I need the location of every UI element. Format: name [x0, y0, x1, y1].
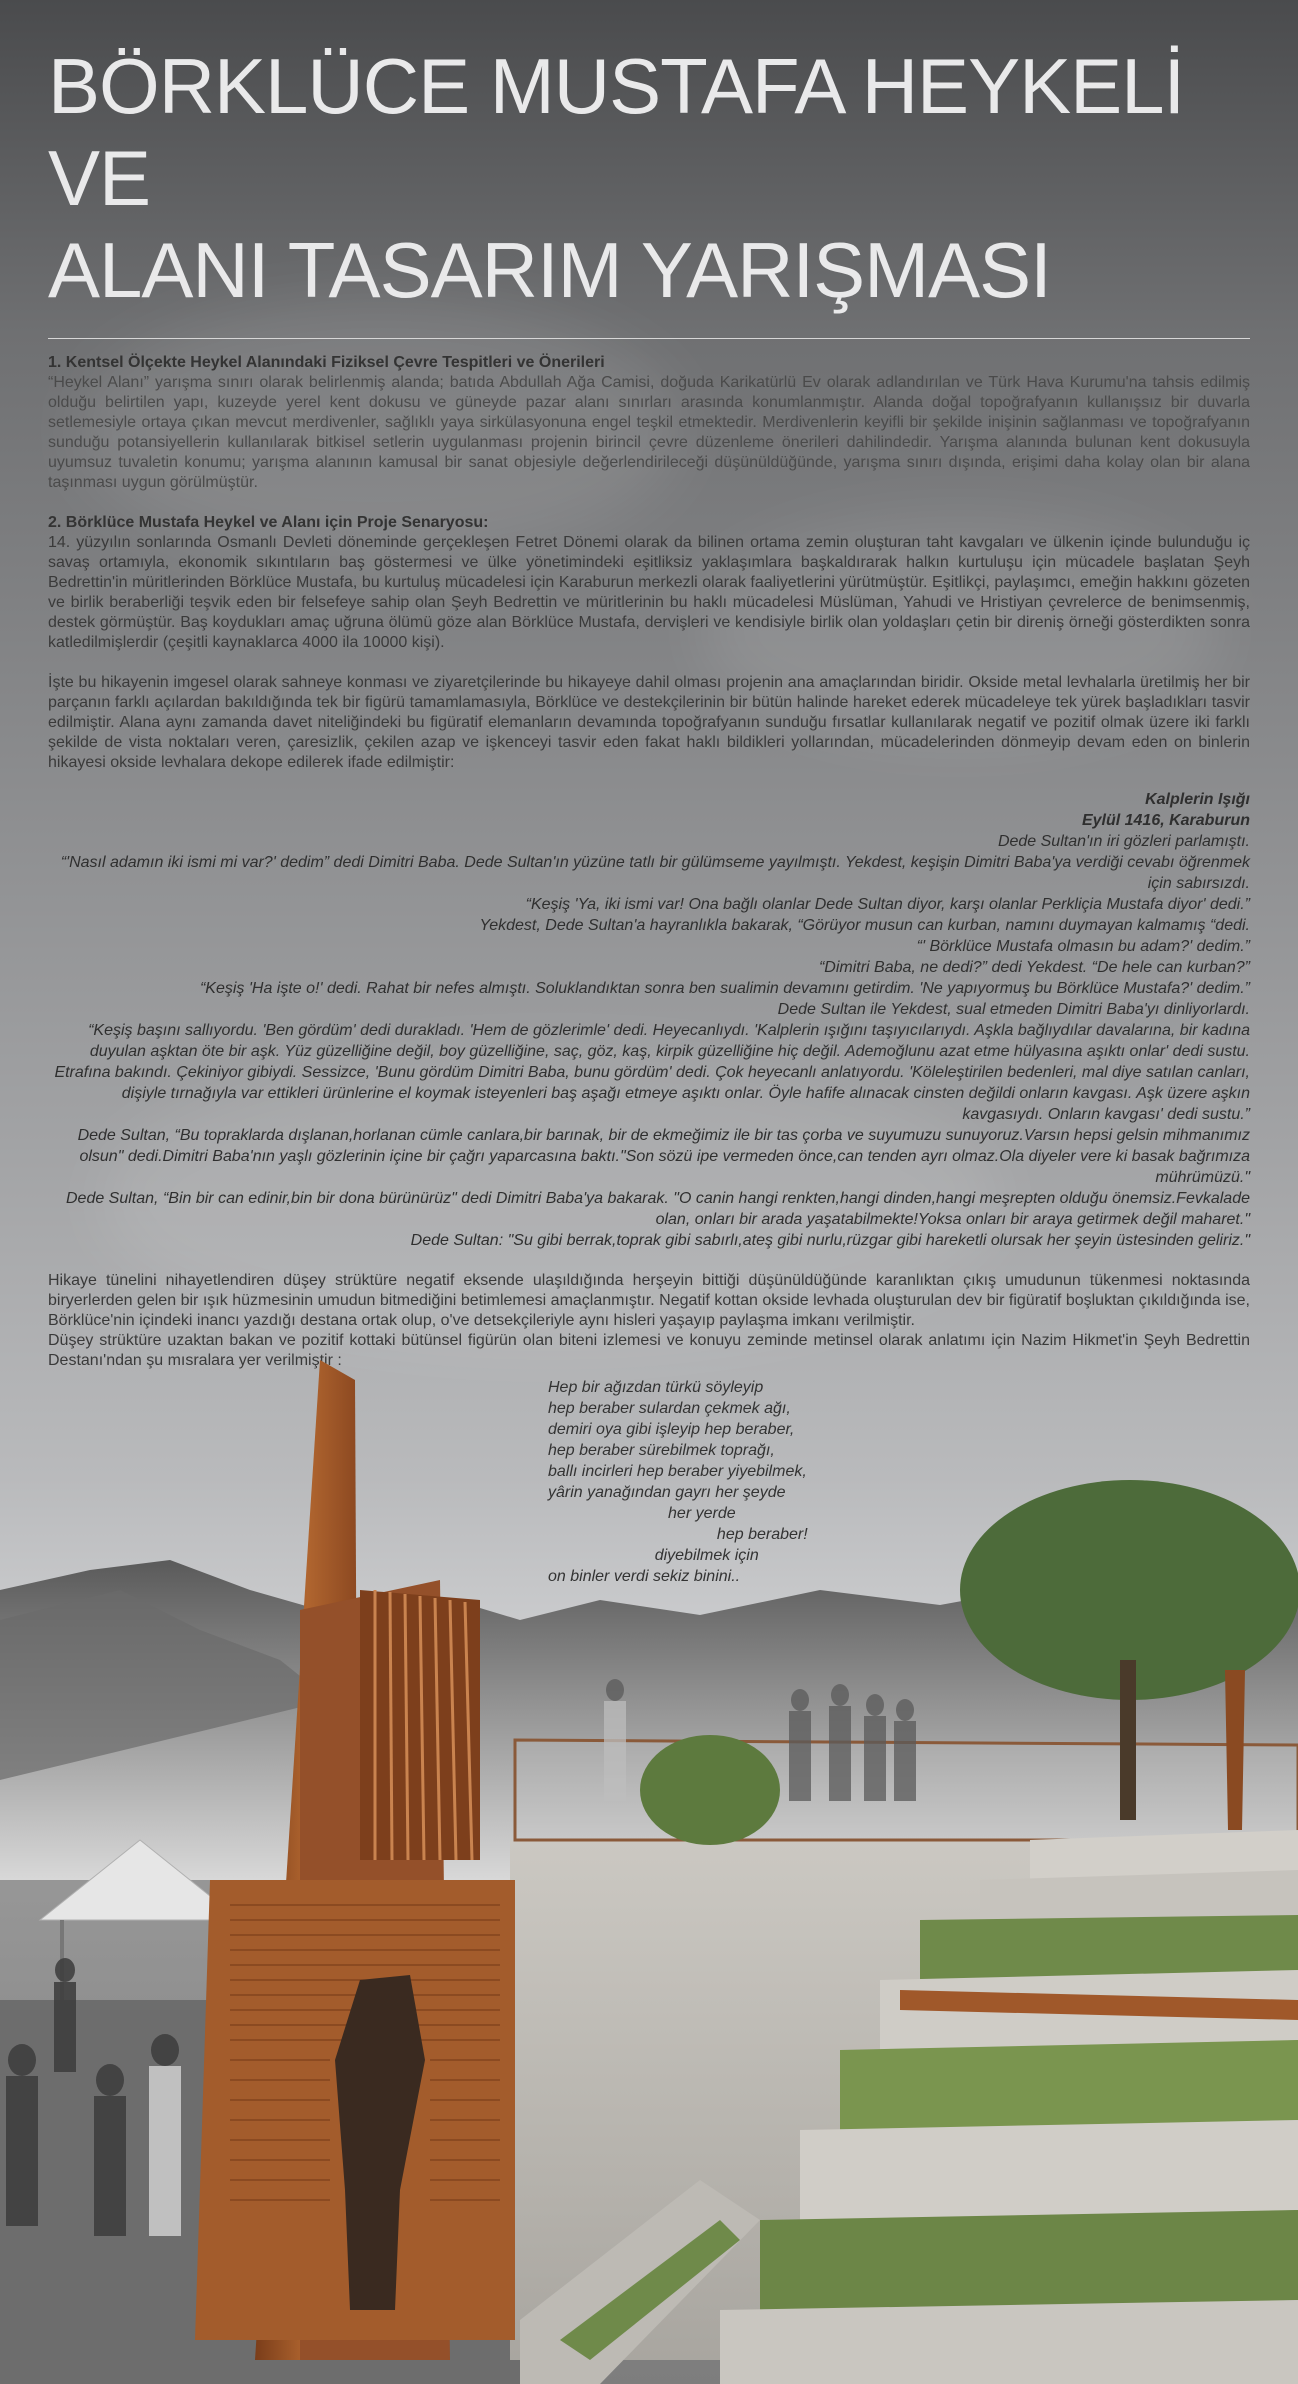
poem-line: yârin yanağından gayrı her şeyde	[548, 1484, 786, 1501]
section-3-body-1: Hikaye tünelini nihayetlendiren düşey strüktüre negatif eksende ulaşıldığında herşeyin bittiği düşünüldüğünde karanlıktan çıkış umudunun tükenmesi noktasında biryerlerden gelen bir ışık hüzmesinin umudun bitmediğini betimlemesi amaçlanmıştır. Negatif kottan okside levhada oluşturulan dev bir figüratif boşluktan çıkıldığında ise, Börklüce'nin içindeki inancı yazdığı destana ortak olup, o've detsekçileriyle aynı hisleri yaşayıp paylaşma imkanı verilmiştir.	[48, 1272, 1250, 1329]
rendering-illustration	[0, 1360, 1298, 2384]
poem-line: hep beraber sürebilmek toprağı,	[548, 1442, 775, 1459]
story-quote	[48, 789, 1250, 1251]
quote-line: “Keşiş 'Ha işte o!' dedi. Rahat bir nefes almıştı. Soluklandıktan sonra ben sualimin devamını getirdim. 'Ne yapıyormuş bu Börklüce Mustafa?' dedim.”	[199, 980, 1250, 997]
quote-title: Kalplerin Işığı	[1145, 791, 1250, 808]
poem-line: hep beraber!	[548, 1526, 808, 1543]
sculpture-rendering	[0, 1360, 1298, 2384]
section-2-body-1: 14. yüzyılın sonlarında Osmanlı Devleti döneminde gerçekleşen Fetret Dönemi olarak da bilinen ortama zemin oluşturan taht kavgaları ve ülkenin içinde bulunduğu iç savaş ortamıyla, ekonomik sıkıntıların baş göstermesi ve ülke yönetimindeki eşitliksiz yaklaşımlara başkaldırarak halkın kurtuluşu için mücadele başlatan Şeyh Bedrettin'in müritlerinden Börklüce Mustafa, bu kurtuluş mücadelesi için Karaburun merkezli olarak faaliyetlerini yürütmüştür. Eşitlikçi, paylaşımcı, emeğin hakkını gözeten ve birlik beraberliği teşvik eden bir felsefeye sahip olan Şeyh Bedrettin ve müritlerinin bu haklı mücadelesi Müslüman, Yahudi ve Hristiyan çevrelerce de benimsenmiş, destek görmüştür. Baş koydukları amaç uğruna ölümü göze alan Börklüce Mustafa, dervişleri ve kendisiyle birlik olan yoldaşları çetin bir direniş örneği gösterdikten sonra katledilmişlerdir (çeşitli kaynaklarca 4000 ila 10000 kişi).	[48, 534, 1250, 651]
quote-line: “'Nasıl adamın iki ismi mi var?' dedim” dedi Dimitri Baba. Dede Sultan'ın yüzüne tatlı bir gülümseme yayılmıştı. Yekdest, keşişin Dimitri Baba'ya verdiği cevabı öğrenmek için sabırsızdı.	[60, 854, 1250, 892]
section-1-body: “Heykel Alanı” yarışma sınırı olarak belirlenmiş alanda; batıda Abdullah Ağa Camisi, doğuda Karikatürlü Ev olarak adlandırılan ve Türk Hava Kurumu'na tahsis edilmiş olduğu belirtilen yapı, kuzeyde yerel kent dokusu ve güneyde pazar alanı sınırları arasında konumlanmıştır. Alanda doğal topoğrafyanın kullanışsız bir duvarla setlemesiyle ortaya çıkan mevcut merdivenler, sağlıklı yaya sirkülasyonuna engel teşkil etmektedir. Merdivenlerin keyifli bir şekilde inişinin sağlanması ve topoğrafyanın sunduğu potansiyellerin kullanılarak bitkisel setlerin uygulanması projenin birincil çevre düzenleme önerileri dahilindedir. Yarışma alanında bulunan kent dokusuyla uyumsuz tuvaletin konumu; yarışma alanının kamusal bir sanat objesiyle değerlendirileceği düşünüldüğünde, yarışma sınırı dışında, erişimi daha kolay olan bir alana taşınması uygun görülmüştür.	[48, 374, 1250, 491]
title-line-2: ALANI TASARIM YARIŞMASI	[48, 226, 1051, 314]
section-1-heading: 1. Kentsel Ölçekte Heykel Alanındaki Fiziksel Çevre Tespitleri ve Önerileri	[48, 354, 605, 371]
quote-line: Dede Sultan'ın iri gözleri parlamıştı.	[997, 833, 1250, 850]
quote-line: “Keşiş başını sallıyordu. 'Ben gördüm' dedi durakladı. 'Hem de gözlerimle' dedi. Heyecanlıydı. 'Kalplerin ışığını taşıyıcılarıydı. Aşkla bağlıydılar davalarına, bir kadına duyulan aşktan öte bir aşk. Yüz güzelliğine değil, boy güzelliğine, saç, göz, kaş, kirpik güzelliğine hiç değil. Ademoğlunu azat etme hülyasına aşıktı onlar' dedi sustu. Etrafına bakındı. Çekiniyor gibiydi. Sessizce, 'Bunu gördüm Dimitri Baba, bunu gördüm' dedi. Çok heyecanlı anlatıyordu. 'Köleleştirilen bedenleri, mal diye satılan canları, dişiyle tırnağıyla var ettikleri ürünlerine el koymak isteyenleri baş aşağı etmeye aşıktı onlar. Öyle hafife alınacak cinsten değildi onların kavgası. Aşk üzere aşkın kavgasıydı. Onların kavgası' dedi sustu.”	[54, 1022, 1250, 1123]
poem-line: Hep bir ağızdan türkü söyleyip	[548, 1379, 764, 1396]
poem-line: ballı incirleri hep beraber yiyebilmek,	[548, 1463, 807, 1480]
title-divider	[48, 338, 1250, 339]
section-2-body-2: İşte bu hikayenin imgesel olarak sahneye konması ve ziyaretçilerinde bu hikayeye dahil olması projenin ana amaçlarından biridir. Okside metal levhalarla üretilmiş her bir parçanın farklı açılardan bakıldığında tek bir figürü tamamlamasıyla, Börklüce ve destekçilerinin bir bütün halinde hareket ederek mücadeleye tek yürek başladıkları tasvir edilmiştir. Alana aynı zamanda davet niteliğindeki bu figüratif elemanların devamında topoğrafyanın sunduğu fırsatlar kullanılarak negatif ve pozitif olmak üzere iki farklı şekilde de vista noktaları veren, çaresizlik, çekilen azap ve işkenceyi tasvir eden fakat haklı bildikleri yollarından, mücadelerinden dönmeyip devam eden on binlerin hikayesi okside levhalara dekope edilerek ifade edilmiştir:	[48, 674, 1250, 771]
tree-trunk	[1120, 1660, 1136, 1820]
section-physical-environment	[48, 353, 1250, 493]
poster-title	[48, 40, 1250, 316]
quote-date: Eylül 1416, Karaburun	[1081, 812, 1250, 829]
quote-line: Dede Sultan, “Bu topraklarda dışlanan,horlanan cümle canlara,bir barınak, bir de ekmeğimiz ile bir tas çorba ve suyumuzu sunuyoruz.Varsın hepsi gelsin mihmanımız olsun" dedi.Dimitri Baba'nın yaşlı gözlerinin içine bir çağrı yaparcasına baktı."Son sözü ipe vermeden önce,can tenden ayrı olmaz.Ola diyeler vere ki basak bağrımıza mührümüzü."	[77, 1127, 1250, 1186]
quote-line: Dede Sultan: "Su gibi berrak,toprak gibi sabırlı,ateş gibi nurlu,rüzgar gibi hareketli olursak her şeyin üstesinden geliriz."	[410, 1232, 1250, 1249]
quote-line: Dede Sultan, “Bin bir can edinir,bin bir dona bürünürüz" dedi Dimitri Baba'ya bakarak. "O canin hangi renkten,hangi dinden,hangi meşrepten olduğu önemsiz.Fevkalade olan, onları bir arada yaşatabilmekte!Yoksa onları bir araya getirmek değil maharet."	[65, 1190, 1250, 1228]
poem-line: diyebilmek için	[548, 1547, 759, 1564]
distant-corten-figure	[1225, 1670, 1245, 1830]
quote-line: “Dimitri Baba, ne dedi?” dedi Yekdest. “De hele can kurban?”	[818, 959, 1250, 976]
poem-line: hep beraber sulardan çekmek ağı,	[548, 1400, 791, 1417]
section-project-scenario	[48, 513, 1250, 773]
section-light-beam	[48, 1271, 1250, 1371]
quote-line: “Keşiş 'Ya, iki ismi var! Ona bağlı olanlar Dede Sultan diyor, karşı olanlar Perkliçia Mustafa diyor' dedi.”	[525, 896, 1250, 913]
poster-content	[48, 40, 1250, 1587]
poem-line: her yerde	[548, 1505, 736, 1522]
section-3-body-2: Düşey strüktüre uzaktan bakan ve pozitif kottaki bütünsel figürün olan biteni izlemesi ve konuyu zeminde metinsel olarak anlatımı için Nazim Hikmet'in Şeyh Bedrettin Destanı'ndan şu mısralara yer verilmiştir :	[48, 1332, 1250, 1369]
quote-line: Yekdest, Dede Sultan'a hayranlıkla bakarak, “Görüyor musun can kurban, namını duymayan kalmamış “dedi.	[479, 917, 1250, 934]
quote-line: Dede Sultan ile Yekdest, sual etmeden Dimitri Baba'yı dinliyorlardı.	[777, 1001, 1250, 1018]
shrub	[640, 1735, 780, 1845]
title-line-1: BÖRKLÜCE MUSTAFA HEYKELİ VE	[48, 42, 1185, 222]
quote-line: “' Börklüce Mustafa olmasın bu adam?' dedim.”	[916, 938, 1250, 955]
section-2-heading: 2. Börklüce Mustafa Heykel ve Alanı için Proje Senaryosu:	[48, 514, 489, 531]
poem-line: on binler verdi sekiz binini..	[548, 1568, 741, 1585]
poem-line: demiri oya gibi işleyip hep beraber,	[548, 1421, 795, 1438]
